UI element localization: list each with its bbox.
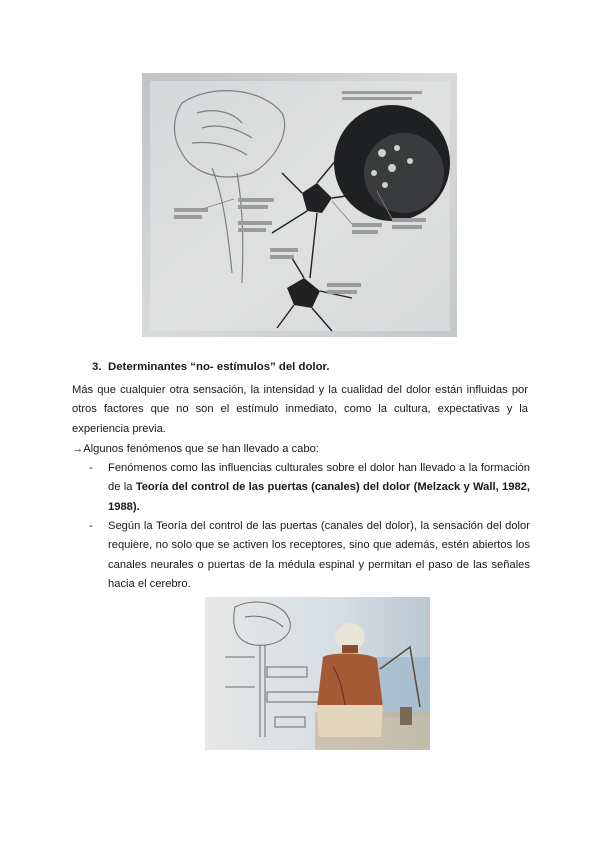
bullet-dash: - [89, 462, 93, 474]
arrow-line: →Algunos fenómenos que se han llevado a cabo: [72, 443, 319, 455]
list-item [89, 517, 530, 595]
list-item [89, 459, 530, 517]
bullet-text: Fenómenos como las influencias culturales sobre el dolor han llevado a la formación de la [108, 462, 530, 494]
section-title: Determinantes “no- estímulos” del dolor. [108, 361, 330, 373]
bullet-dash: - [89, 520, 93, 532]
bullet-bold-text: Teoría del control de las puertas (canales) del dolor (Melzack y Wall, 1982, 1988). [108, 481, 530, 513]
pain-gate-illustration-photo [205, 597, 430, 750]
bullet-text: Según la Teoría del control de las puertas (canales del dolor), la sensación del dolor requiere, no solo que se activen los receptores, sino que además, estén abiertos los canales neurales o puertas de la médula espinal y permitan el paso de las señales hacia el cerebro. [108, 520, 530, 591]
intro-paragraph: Más que cualquier otra sensación, la intensidad y la cualidad del dolor están influidas por otros factores que no son el estímulo inmediato, como la cultura, expectativas y la experiencia previa. [72, 384, 528, 435]
section-heading [92, 361, 330, 373]
neuron-pain-diagram-photo [142, 73, 457, 337]
section-number: 3. [92, 361, 102, 373]
